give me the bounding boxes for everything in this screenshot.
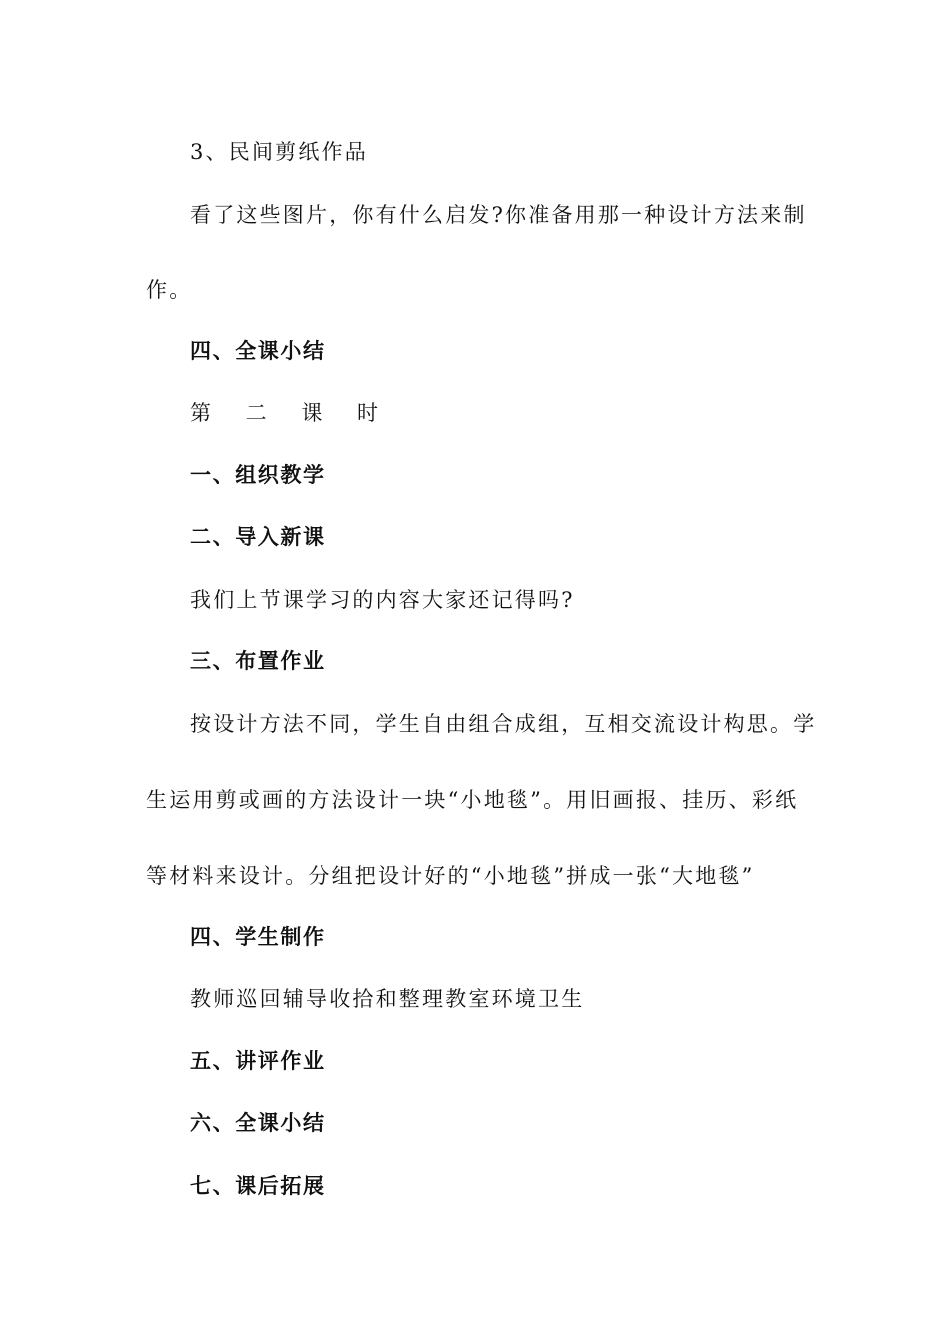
- paragraph-question-line2: 作。: [146, 278, 193, 302]
- heading-assignment: 三、布置作业: [190, 649, 326, 673]
- heading-intro: 二、导入新课: [190, 525, 326, 549]
- paragraph-assignment-line1: 按设计方法不同，学生自由组合成组，互相交流设计构思。学: [190, 712, 817, 736]
- list-item-paper-cut: 3、民间剪纸作品: [190, 140, 368, 164]
- heading-second-lesson: 第 二 课 时: [190, 401, 393, 425]
- heading-final-summary: 六、全课小结: [190, 1111, 326, 1135]
- paragraph-review: 我们上节课学习的内容大家还记得吗?: [190, 588, 575, 612]
- heading-extension: 七、课后拓展: [190, 1174, 326, 1198]
- heading-summary: 四、全课小结: [190, 339, 326, 363]
- heading-organize: 一、组织教学: [190, 463, 326, 487]
- paragraph-assignment-line3: 等材料来设计。分组把设计好的“小地毯”拼成一张“大地毯”: [146, 864, 755, 888]
- heading-review: 五、讲评作业: [190, 1049, 326, 1073]
- paragraph-question-line1: 看了这些图片，你有什么启发?你准备用那一种设计方法来制: [190, 203, 807, 227]
- paragraph-assignment-line2: 生运用剪或画的方法设计一块“小地毯”。用旧画报、挂历、彩纸: [146, 788, 799, 812]
- paragraph-teacher: 教师巡回辅导收拾和整理教室环境卫生: [190, 987, 585, 1011]
- heading-student-work: 四、学生制作: [190, 925, 326, 949]
